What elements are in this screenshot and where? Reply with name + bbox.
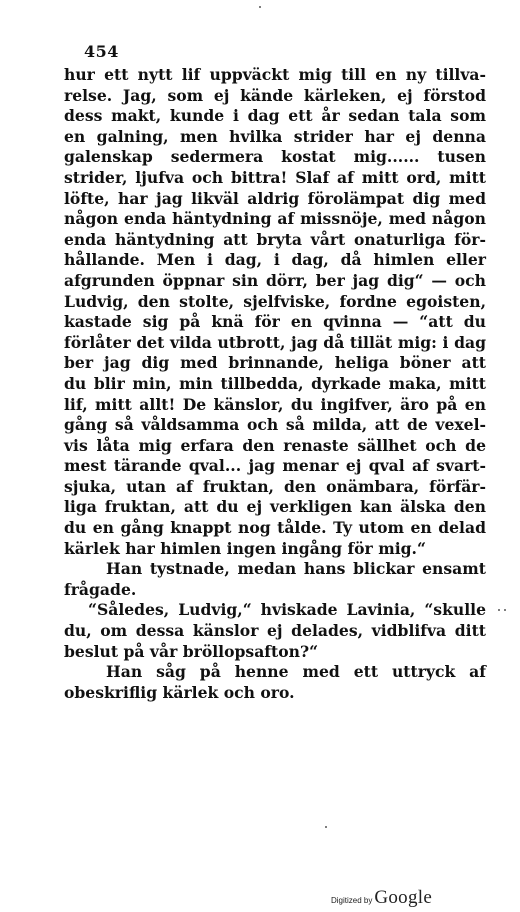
text-line: lif, mitt allt! De känslor, du ingifver, äro på en [64, 394, 486, 414]
text-line: vis låta mig erfara den renaste sällhet och de [64, 435, 486, 455]
text-line: obeskriflig kärlek och oro. [64, 682, 295, 702]
text-line: dess makt, kunde i dag ett år sedan tala som [64, 106, 486, 126]
text-line: någon enda häntydning af missnöje, med någon [64, 209, 486, 229]
text-line: Han tystnade, medan hans blickar ensamt [106, 559, 486, 579]
digitized-by-google-watermark [331, 887, 432, 909]
text-line: du blir min, min tillbedda, dyrkade maka, mitt [64, 373, 486, 393]
scan-speck [498, 609, 500, 611]
text-line: liga fruktan, att du ej verkligen kan älska den [64, 497, 486, 517]
digitized-label: Digitized by [331, 896, 373, 905]
text-line: relse. Jag, som ej kände kärleken, ej förstod [64, 85, 486, 105]
text-line: strider, ljufva och bittra! Slaf af mitt ord, mitt [64, 167, 486, 187]
text-line: “Således, Ludvig,“ hviskade Lavinia, “skulle [88, 600, 486, 620]
text-line: beslut på vår bröllopsafton?“ [64, 641, 319, 661]
scan-speck [259, 6, 261, 8]
text-line: mest tärande qval... jag menar ej qval af svart- [64, 456, 486, 476]
scan-speck [325, 826, 327, 828]
text-line: Ludvig, den stolte, sjelfviske, fordne egoisten, [64, 291, 486, 311]
text-line: enda häntydning att bryta vårt onaturliga för- [64, 229, 486, 249]
text-line: frågade. [64, 579, 137, 599]
text-line: hållande. Men i dag, i dag, då himlen eller [64, 250, 486, 270]
page-number: 454 [84, 42, 119, 61]
text-line: ber jag dig med brinnande, heliga böner att [64, 353, 486, 373]
google-logo: Google [374, 887, 433, 908]
body-text [64, 65, 486, 703]
text-line: kastade sig på knä för en qvinna — “att du [64, 312, 486, 332]
text-line: du, om dessa känslor ej delades, vidblifva ditt [64, 621, 486, 641]
text-line: hur ett nytt lif uppväckt mig till en ny tillva- [64, 65, 486, 84]
text-line: löfte, har jag likväl aldrig förolämpat dig med [64, 188, 486, 208]
text-line: kärlek har himlen ingen ingång för mig.“ [64, 538, 426, 558]
text-line: gång så våldsamma och så milda, att de vexel- [64, 415, 486, 435]
text-line: du en gång knappt nog tålde. Ty utom en delad [64, 518, 486, 538]
scan-speck [504, 609, 506, 611]
text-line: galenskap sedermera kostat mig...... tusen [64, 147, 486, 167]
text-line: en galning, men hvilka strider har ej denna [64, 126, 486, 146]
text-line: afgrunden öppnar sin dörr, ber jag dig“ — och [64, 270, 486, 290]
text-line: förlåter det vilda utbrott, jag då tillät mig: i dag [64, 332, 486, 352]
text-line: sjuka, utan af fruktan, den onämbara, förfär- [64, 476, 486, 496]
text-line: Han såg på henne med ett uttryck af [106, 662, 486, 682]
